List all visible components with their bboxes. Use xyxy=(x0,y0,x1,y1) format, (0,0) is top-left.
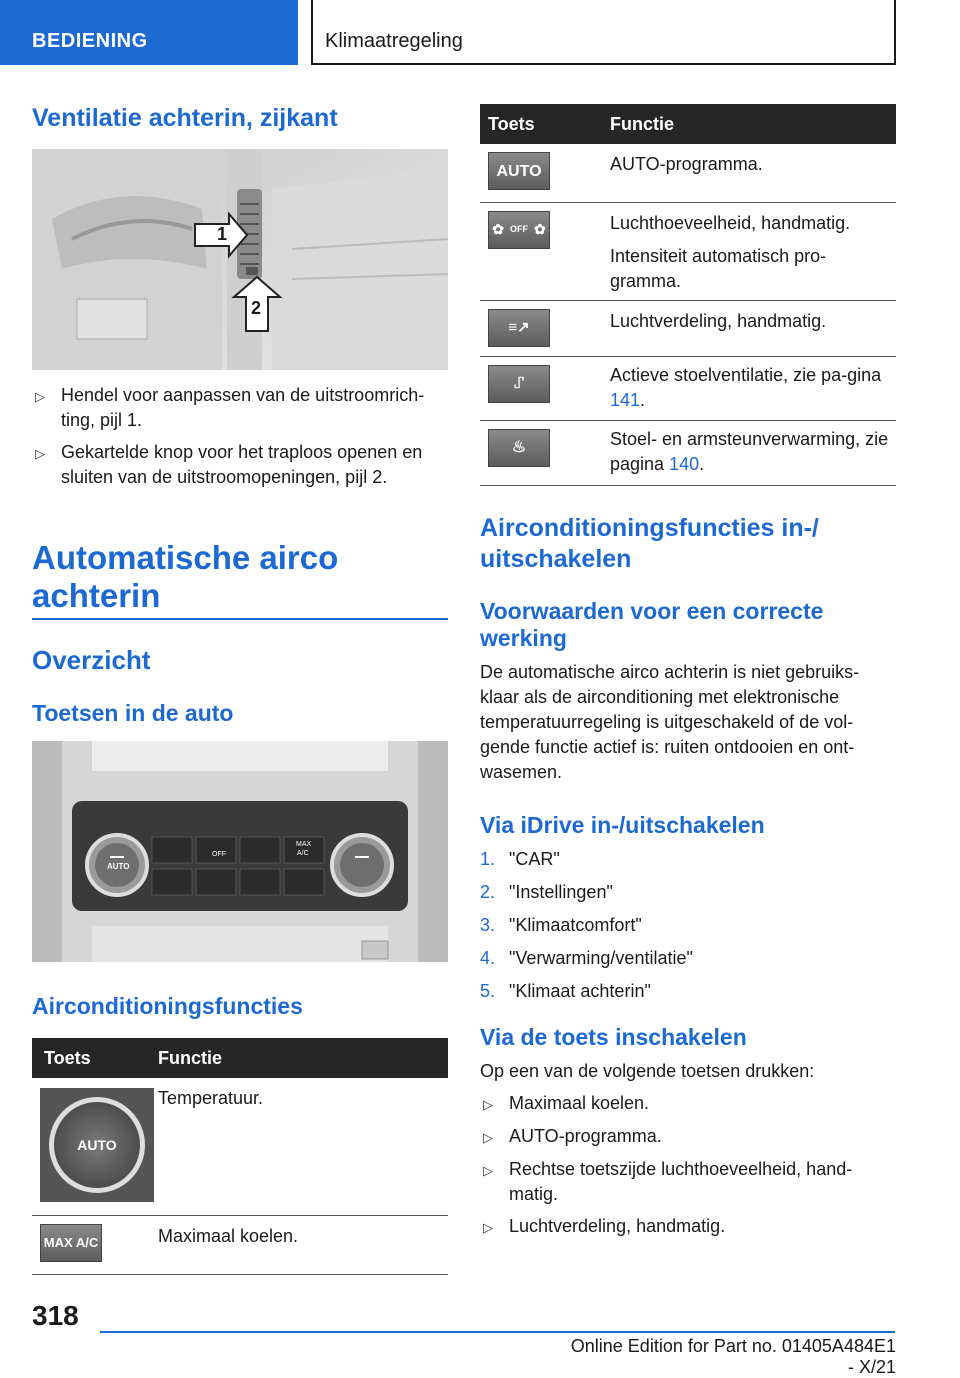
list-item: ▷ Luchtverdeling, handmatig. xyxy=(480,1214,896,1240)
table-header-row xyxy=(32,1038,448,1078)
list-item: ▷ Gekartelde knop voor het traploos openen en sluiten van de uitstroomopeningen, pijl 2. xyxy=(32,440,448,490)
chapter-label: Klimaatregeling xyxy=(325,30,463,52)
key-bullet-list xyxy=(480,1091,896,1240)
list-item: 1. "CAR" xyxy=(480,849,560,869)
triangle-bullet-icon: ▷ xyxy=(483,1163,493,1178)
vent-title: Ventilatie achterin, zijkant xyxy=(32,104,338,132)
panel-off-label: OFF xyxy=(212,851,226,858)
ac-section-title: Airconditioningsfuncties in-/ uitschakelen xyxy=(480,514,819,573)
max-ac-icon: MAX A/C xyxy=(40,1224,102,1262)
functions-title: Airconditioningsfuncties xyxy=(32,993,303,1019)
table-row: ✿ OFF ✿ Luchthoeveelheid, handmatig. Intensiteit automatisch pro-gramma. xyxy=(480,202,896,300)
air-distribution-icon: ≡↗ xyxy=(488,309,550,347)
triangle-bullet-icon: ▷ xyxy=(483,1130,493,1145)
arrow-callout-1 xyxy=(195,214,247,256)
list-item: 2. "Instellingen" xyxy=(480,882,613,902)
temperature-knob-icon: AUTO xyxy=(40,1088,154,1202)
list-item: 4. "Verwarming/ventilatie" xyxy=(480,948,693,968)
table-row: AUTO Temperatuur. xyxy=(32,1078,448,1215)
key-intro: Op een van de volgende toetsen drukken: xyxy=(480,1061,815,1081)
callout-2-label: 2 xyxy=(251,298,262,318)
table-row: ≡↗ Luchtverdeling, handmatig. xyxy=(480,300,896,356)
triangle-bullet-icon: ▷ xyxy=(483,1097,493,1112)
section-tab xyxy=(0,0,298,65)
edition-note: Online Edition for Part no. 01405A484E1 - X/21 xyxy=(570,1336,896,1377)
col-key-header: Toets xyxy=(32,1038,154,1078)
list-item: 5. "Klimaat achterin" xyxy=(480,981,651,1001)
page-link[interactable]: 140 xyxy=(669,453,700,474)
idrive-title: Via iDrive in-/uitschakelen xyxy=(480,812,765,838)
vent-bullet-list xyxy=(32,383,448,490)
panel-auto-label: AUTO xyxy=(107,862,130,871)
col-key-header: Toets xyxy=(480,104,608,144)
triangle-bullet-icon: ▷ xyxy=(35,389,45,404)
vent-photo xyxy=(32,149,448,370)
requirements-title: Voorwaarden voor een correcte werking xyxy=(480,598,824,651)
list-item: ▷ AUTO-programma. xyxy=(480,1124,896,1150)
page-title: Automatische airco achterin xyxy=(32,539,339,614)
key-title: Via de toets inschakelen xyxy=(480,1024,747,1050)
panel-max-label: MAX xyxy=(296,841,312,848)
page-number: 318 xyxy=(32,1300,79,1331)
seat-ventilation-icon: ⑀ xyxy=(488,365,550,403)
control-panel-photo xyxy=(32,741,448,962)
functions-table-left xyxy=(32,1038,448,1275)
auto-key-icon: AUTO xyxy=(488,152,550,190)
idrive-steps xyxy=(480,847,896,1004)
seat-heating-icon: ♨ xyxy=(488,429,550,467)
table-row: ♨ Stoel- en armsteunverwarming, zie pagina 140. xyxy=(480,420,896,485)
triangle-bullet-icon: ▷ xyxy=(483,1220,493,1235)
arrow-callout-2 xyxy=(234,277,280,331)
col-func-header: Functie xyxy=(154,1038,448,1078)
fan-off-icon: ✿ OFF ✿ xyxy=(488,211,550,249)
title-divider xyxy=(32,618,448,620)
chapter-tab xyxy=(311,0,896,65)
footer-divider xyxy=(100,1331,895,1333)
triangle-bullet-icon: ▷ xyxy=(35,446,45,461)
table-header-row xyxy=(480,104,896,144)
list-item: ▷ Rechtse toetszijde luchthoeveelheid, hand-matig. xyxy=(480,1157,896,1207)
list-item: ▷ Hendel voor aanpassen van de uitstroomrich-ting, pijl 1. xyxy=(32,383,448,433)
panel-ac-label: A/C xyxy=(297,850,309,857)
requirements-text: De automatische airco achterin is niet gebruiks-klaar als de airconditioning met elektronische temperatuurregeling is uitgeschakeld of de vol-gende functie actief is: ruiten ontdooien en ont-wasemen. xyxy=(480,662,860,782)
table-row: ⑀ Actieve stoelventilatie, zie pa-gina 141. xyxy=(480,356,896,420)
functions-table-right xyxy=(480,104,896,486)
table-row: AUTO AUTO-programma. xyxy=(480,144,896,202)
list-item: ▷ Maximaal koelen. xyxy=(480,1091,896,1117)
list-item: 3. "Klimaatcomfort" xyxy=(480,915,642,935)
table-row: MAX A/C Maximaal koelen. xyxy=(32,1215,448,1274)
overview-title: Overzicht xyxy=(32,645,151,675)
col-func-header: Functie xyxy=(608,104,896,144)
buttons-title: Toetsen in de auto xyxy=(32,700,234,726)
section-label: BEDIENING xyxy=(32,30,148,52)
callout-1-label: 1 xyxy=(217,224,228,244)
page-link[interactable]: 141 xyxy=(610,389,641,410)
